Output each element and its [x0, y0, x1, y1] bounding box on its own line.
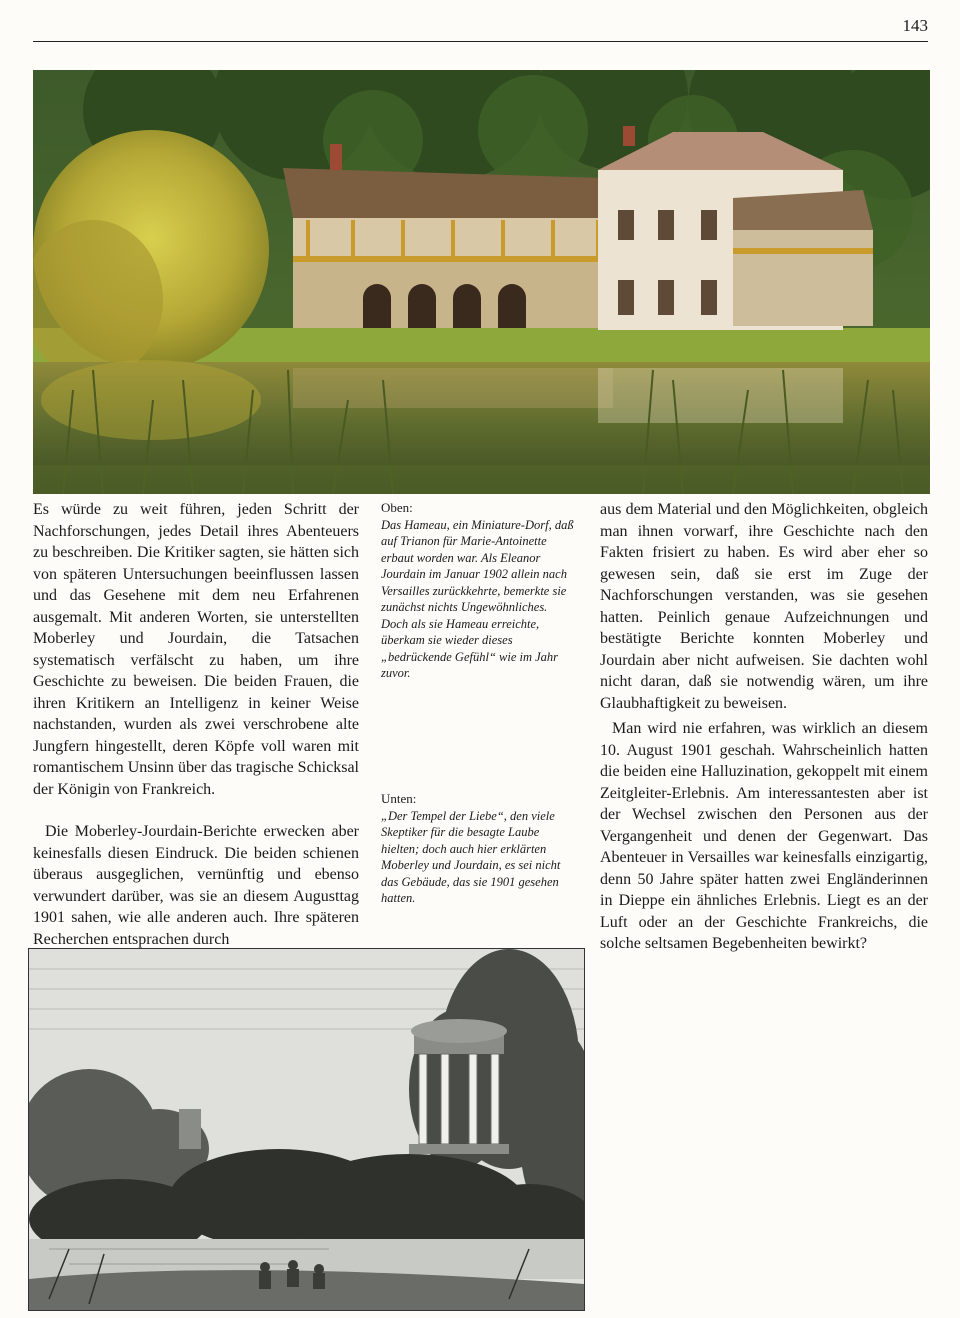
- temple-engraving: [28, 948, 585, 1311]
- caption-heading: Unten:: [381, 791, 417, 806]
- paragraph: Es würde zu weit führen, jeden Schritt der Nachforschungen, jedes Detail ihres Abenteuers zu beschreiben. Die Kritiker sagten, sie hätten sich von späteren Untersuchungen beeinflussen lassen und das Gesehene mit dem neu Erfahrenen ausgemalt. Mit anderen Worten, sie unterstellten Moberley und Jourdain, die Tatsachen systematisch verfälscht zu haben, um ihre Geschichte zu beweisen. Die beiden Frauen, die ihren Kritikern an Intelligenz in keiner Weise nachstanden, wurden als zwei verschrobene alte Jungfern hingestellt, deren Köpfe voll waren mit romantischem Unsinn über das tragische Schicksal der Königin von Frankreich.: [33, 501, 359, 798]
- paragraph: aus dem Material und den Möglichkeiten, obgleich man ihnen vorwarf, ihre Geschichte nach den Fakten frisiert zu haben. Es wird aber eher so gewesen sein, daß sie erst im Zuge der Nachforschungen verstanden, was sie gesehen hatten. Peinlich genaue Aufzeichnungen und bestätigte Berichte konnten Moberley und Jourdain aber nicht aufweisen. Sie dachten wohl nicht daran, daß sie notwendig wären, um ihre Glaubhaftigkeit zu beweisen.: [600, 501, 928, 712]
- hameau-photo: [33, 70, 930, 494]
- text-column-right: [600, 499, 928, 955]
- caption-heading: Oben:: [381, 500, 413, 515]
- caption-bottom: [381, 791, 576, 907]
- header-rule: [33, 41, 928, 42]
- paragraph: Die Moberley-Jourdain-Berichte erwecken aber keinesfalls diesen Eindruck. Die beiden schienen überaus ausgeglichen, vernünftig und ebenso verwundert darüber, was sie an diesem Augusttag 1901 sahen, wie alle anderen auch. Ihre späteren Recherchen entsprachen durch: [33, 823, 359, 948]
- caption-body: „Der Tempel der Liebe“, den viele Skeptiker für die besagte Laube hielten; doch auch hier erklärten Moberley und Jourdain, es sei nicht das Gebäude, das sie 1901 gesehen hatten.: [381, 808, 561, 905]
- paragraph: Man wird nie erfahren, was wirklich an diesem 10. August 1901 geschah. Wahrscheinlich hatten die beiden eine Halluzination, gekoppelt mit einem Zeitgleiter-Erlebnis. Am interessantesten aber ist der Wechsel zwischen den Personen aus der Vergangenheit und denen der Gegenwart. Das Abenteuer in Versailles war keinesfalls einzigartig, denn 50 Jahre später hatten zwei Engländerinnen in Dieppe ein ähnliches Erlebnis. Liegt es an der Luft oder an der Geschichte Frankreichs, die solche seltsamen Begebenheiten bewirkt?: [600, 720, 928, 952]
- text-column-left: [33, 499, 359, 950]
- caption-body: Das Hameau, ein Miniature-Dorf, daß auf Trianon für Marie-Antoinette erbaut worden war. Als Eleanor Jourdain im Januar 1902 allein nach Versailles zurückkehrte, bemerkte sie zunächst nichts Ungewöhnliches. Doch als sie Hameau erreichte, überkam sie wieder dieses „bedrückende Gefühl“ wie im Jahr zuvor.: [381, 517, 574, 680]
- caption-top: [381, 500, 576, 682]
- page-number: 143: [902, 16, 928, 35]
